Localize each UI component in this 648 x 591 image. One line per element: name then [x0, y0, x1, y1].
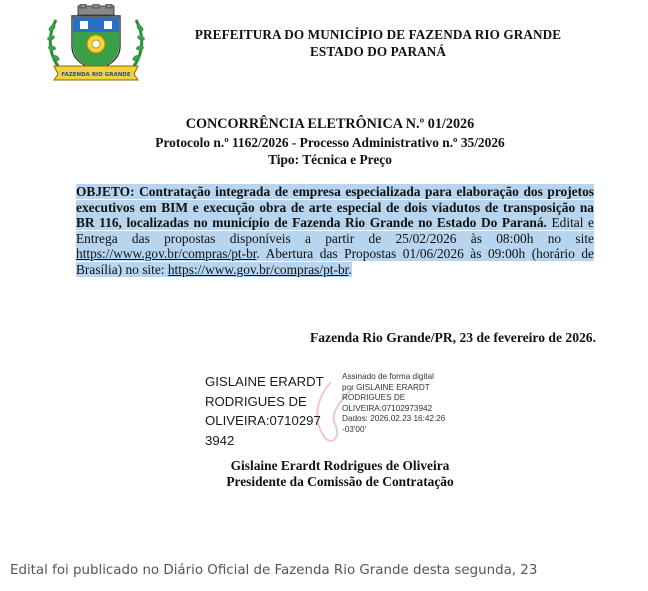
- signer-name: Gislaine Erardt Rodrigues de Oliveira: [230, 458, 450, 473]
- logo-ribbon-text: FAZENDA RIO GRANDE: [61, 72, 131, 78]
- object-paragraph: [76, 184, 594, 278]
- signature-detail-line: Dados: 2026.02.23 16:42:26: [342, 414, 446, 424]
- signature-name-line: 3942: [205, 432, 235, 448]
- municipal-coat-of-arms-icon: [44, 4, 148, 82]
- signature-name: [205, 372, 345, 450]
- signature-details: [342, 372, 492, 436]
- municipality-title: PREFEITURA DO MUNICÍPIO DE FAZENDA RIO GRANDE: [194, 27, 562, 42]
- signature-name-line: RODRIGUES DE: [205, 393, 307, 409]
- object-label: OBJETO:: [76, 184, 135, 199]
- document-header: [44, 4, 604, 84]
- compras-link-2[interactable]: https://www.gov.br/compras/pt-br: [167, 261, 349, 277]
- image-caption: Edital foi publicado no Diário Oficial de Fazenda Rio Grande desta segunda, 23: [10, 563, 538, 578]
- object-text-3: .: [348, 261, 352, 277]
- object-text-2: . Abertura das Propostas 01/06/2026 às 09:00h (horário de Brasília) no site:: [76, 246, 594, 277]
- date-line: Fazenda Rio Grande/PR, 23 de fevereiro de 2026.: [309, 330, 596, 345]
- signature-detail-line: OLIVEIRA:07102973942: [342, 403, 433, 413]
- notice-protocol: Protocolo n.º 1162/2026 - Processo Administrativo n.º 35/2026: [155, 134, 505, 150]
- signature-detail-line: RODRIGUES DE: [342, 393, 406, 403]
- notice-title: CONCORRÊNCIA ELETRÔNICA N.º 01/2026: [185, 116, 475, 132]
- state-title: ESTADO DO PARANÁ: [310, 44, 446, 59]
- notice-heading: [80, 116, 580, 169]
- signature-detail-line: Assinado de forma digital: [342, 372, 434, 381]
- signature-detail-line: -03'00': [342, 424, 367, 434]
- signature-name-line: GISLAINE ERARDT: [205, 374, 324, 389]
- digital-signature-block: [205, 372, 495, 452]
- signature-name-line: OLIVEIRA:0710297: [205, 413, 321, 428]
- signer-block: [150, 458, 530, 490]
- signature-detail-line: por GISLAINE ERARDT: [342, 382, 430, 392]
- object-text-1: Edital e Entrega das propostas disponíveis a partir de 25/02/2026 às 08:00h no site: [76, 215, 594, 246]
- object-description: Contratação integrada de empresa especializada para elaboração dos projetos executivos em BIM e execução obra de arte especial de dois viadutos de transposição na BR 116, localizadas no município de Fazenda Rio Grande no Estado Do Paraná.: [76, 184, 594, 231]
- compras-link-1[interactable]: https://www.gov.br/compras/pt-br: [76, 246, 257, 262]
- signer-role: Presidente da Comissão de Contratação: [226, 474, 454, 489]
- notice-type: Tipo: Técnica e Preço: [268, 152, 392, 167]
- header-text: [168, 26, 588, 60]
